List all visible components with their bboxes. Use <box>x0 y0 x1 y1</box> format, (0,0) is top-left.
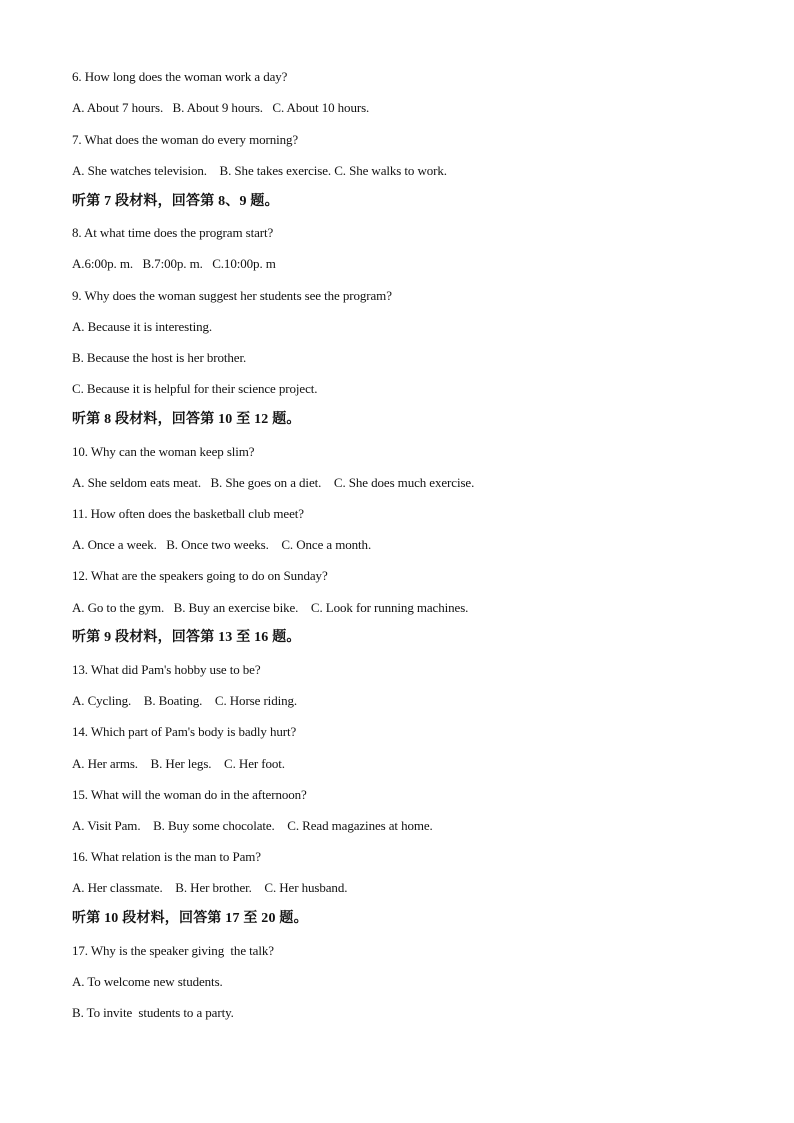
question-6-options: A. About 7 hours. B. About 9 hours. C. About 10 hours. <box>72 100 370 115</box>
question-9-option-b: B. Because the host is her brother. <box>72 350 247 365</box>
section-heading-9: 听第 9 段材料，回答第 13 至 16 题。 <box>72 630 301 645</box>
question-12-options: A. Go to the gym. B. Buy an exercise bike. C. Look for running machines. <box>72 600 469 615</box>
section-heading-10: 听第 10 段材料，回答第 17 至 20 题。 <box>72 911 308 926</box>
question-11-options: A. Once a week. B. Once two weeks. C. Once a month. <box>72 537 372 552</box>
question-7: 7. What does the woman do every morning? <box>72 132 299 147</box>
question-16-options: A. Her classmate. B. Her brother. C. Her husband. <box>72 880 348 895</box>
section-heading-8: 听第 8 段材料，回答第 10 至 12 题。 <box>72 412 301 427</box>
question-9-option-c: C. Because it is helpful for their science project. <box>72 381 318 396</box>
section-heading-7: 听第 7 段材料，回答第 8、9 题。 <box>72 194 279 209</box>
question-14-options: A. Her arms. B. Her legs. C. Her foot. <box>72 756 285 771</box>
question-11: 11. How often does the basketball club meet? <box>72 506 304 521</box>
question-15-options: A. Visit Pam. B. Buy some chocolate. C. Read magazines at home. <box>72 818 433 833</box>
question-9-option-a: A. Because it is interesting. <box>72 319 213 334</box>
question-6: 6. How long does the woman work a day? <box>72 69 288 84</box>
question-17: 17. Why is the speaker giving the talk? <box>72 943 274 958</box>
question-10-options: A. She seldom eats meat. B. She goes on a diet. C. She does much exercise. <box>72 475 475 490</box>
question-17-option-a: A. To welcome new students. <box>72 974 223 989</box>
question-7-options: A. She watches television. B. She takes exercise. C. She walks to work. <box>72 163 447 178</box>
question-13: 13. What did Pam's hobby use to be? <box>72 662 261 677</box>
question-12: 12. What are the speakers going to do on Sunday? <box>72 568 328 583</box>
question-17-option-b: B. To invite students to a party. <box>72 1005 234 1020</box>
question-15: 15. What will the woman do in the afternoon? <box>72 787 307 802</box>
question-16: 16. What relation is the man to Pam? <box>72 849 261 864</box>
question-14: 14. Which part of Pam's body is badly hurt? <box>72 724 297 739</box>
question-8-options: A.6:00p. m. B.7:00p. m. C.10:00p. m <box>72 256 276 271</box>
question-8: 8. At what time does the program start? <box>72 225 274 240</box>
question-9: 9. Why does the woman suggest her students see the program? <box>72 288 392 303</box>
question-10: 10. Why can the woman keep slim? <box>72 444 255 459</box>
question-13-options: A. Cycling. B. Boating. C. Horse riding. <box>72 693 298 708</box>
